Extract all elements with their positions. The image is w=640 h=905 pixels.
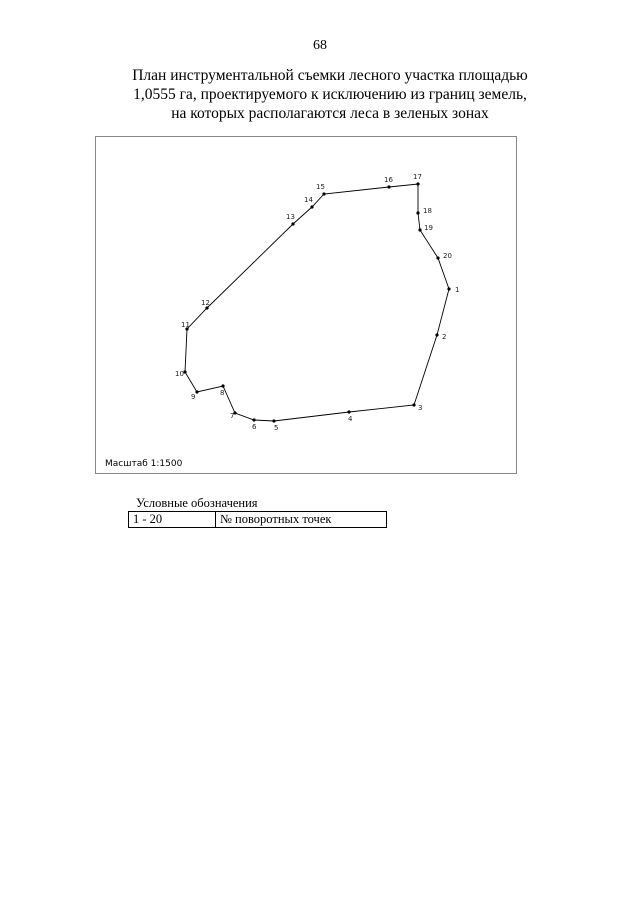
- turning-point-6-marker: [252, 418, 255, 421]
- turning-point-4-label: 4: [348, 415, 353, 423]
- turning-point-12-label: 12: [201, 299, 210, 307]
- turning-point-6-label: 6: [252, 423, 257, 431]
- turning-point-14-marker: [310, 205, 313, 208]
- document-title: [120, 66, 540, 123]
- legend-table: [128, 511, 387, 528]
- turning-point-17-marker: [416, 182, 419, 185]
- turning-point-1-label: 1: [455, 286, 460, 294]
- turning-point-3-label: 3: [418, 404, 423, 412]
- turning-point-18-marker: [416, 211, 419, 214]
- legend-description: № поворотных точек: [216, 512, 387, 528]
- legend-title: Условные обозначения: [136, 496, 258, 510]
- turning-point-3-marker: [412, 403, 415, 406]
- turning-point-7-label: 7: [230, 412, 235, 420]
- turning-point-13-label: 13: [286, 213, 295, 221]
- turning-point-15-marker: [322, 192, 325, 195]
- turning-point-2-label: 2: [442, 333, 447, 341]
- turning-point-2-marker: [435, 333, 438, 336]
- title-line-3: на которых располагаются леса в зеленых зонах: [171, 105, 489, 122]
- turning-point-16-marker: [387, 185, 390, 188]
- turning-point-18-label: 18: [423, 207, 432, 215]
- scale-label: Масштаб 1:1500: [105, 459, 183, 469]
- turning-point-19-label: 19: [424, 224, 433, 232]
- turning-point-8-marker: [221, 384, 224, 387]
- turning-point-5-marker: [272, 419, 275, 422]
- turning-point-5-label: 5: [274, 424, 279, 432]
- legend-code: 1 - 20: [129, 512, 216, 528]
- turning-point-20-marker: [436, 256, 439, 259]
- title-line-1: План инструментальной съемки лесного участка площадью: [132, 67, 528, 84]
- turning-point-17-label: 17: [413, 173, 422, 181]
- turning-point-1-marker: [447, 287, 450, 290]
- plan-drawing: [96, 137, 516, 473]
- turning-point-13-marker: [291, 222, 294, 225]
- turning-point-8-label: 8: [220, 389, 225, 397]
- survey-plan: [95, 136, 517, 474]
- turning-point-20-label: 20: [443, 252, 452, 260]
- turning-point-16-label: 16: [384, 176, 393, 184]
- turning-point-9-marker: [195, 390, 198, 393]
- turning-point-14-label: 14: [304, 196, 313, 204]
- title-line-2: 1,0555 га, проектируемого к исключению из границ земель,: [133, 86, 527, 103]
- turning-point-10-label: 10: [175, 370, 184, 378]
- turning-point-4-marker: [347, 410, 350, 413]
- legend-row: [129, 512, 387, 528]
- turning-point-15-label: 15: [316, 183, 325, 191]
- turning-point-11-label: 11: [181, 321, 190, 329]
- turning-point-9-label: 9: [191, 393, 196, 401]
- page-number: 68: [313, 38, 327, 53]
- turning-point-19-marker: [418, 228, 421, 231]
- plot-boundary: [185, 184, 449, 421]
